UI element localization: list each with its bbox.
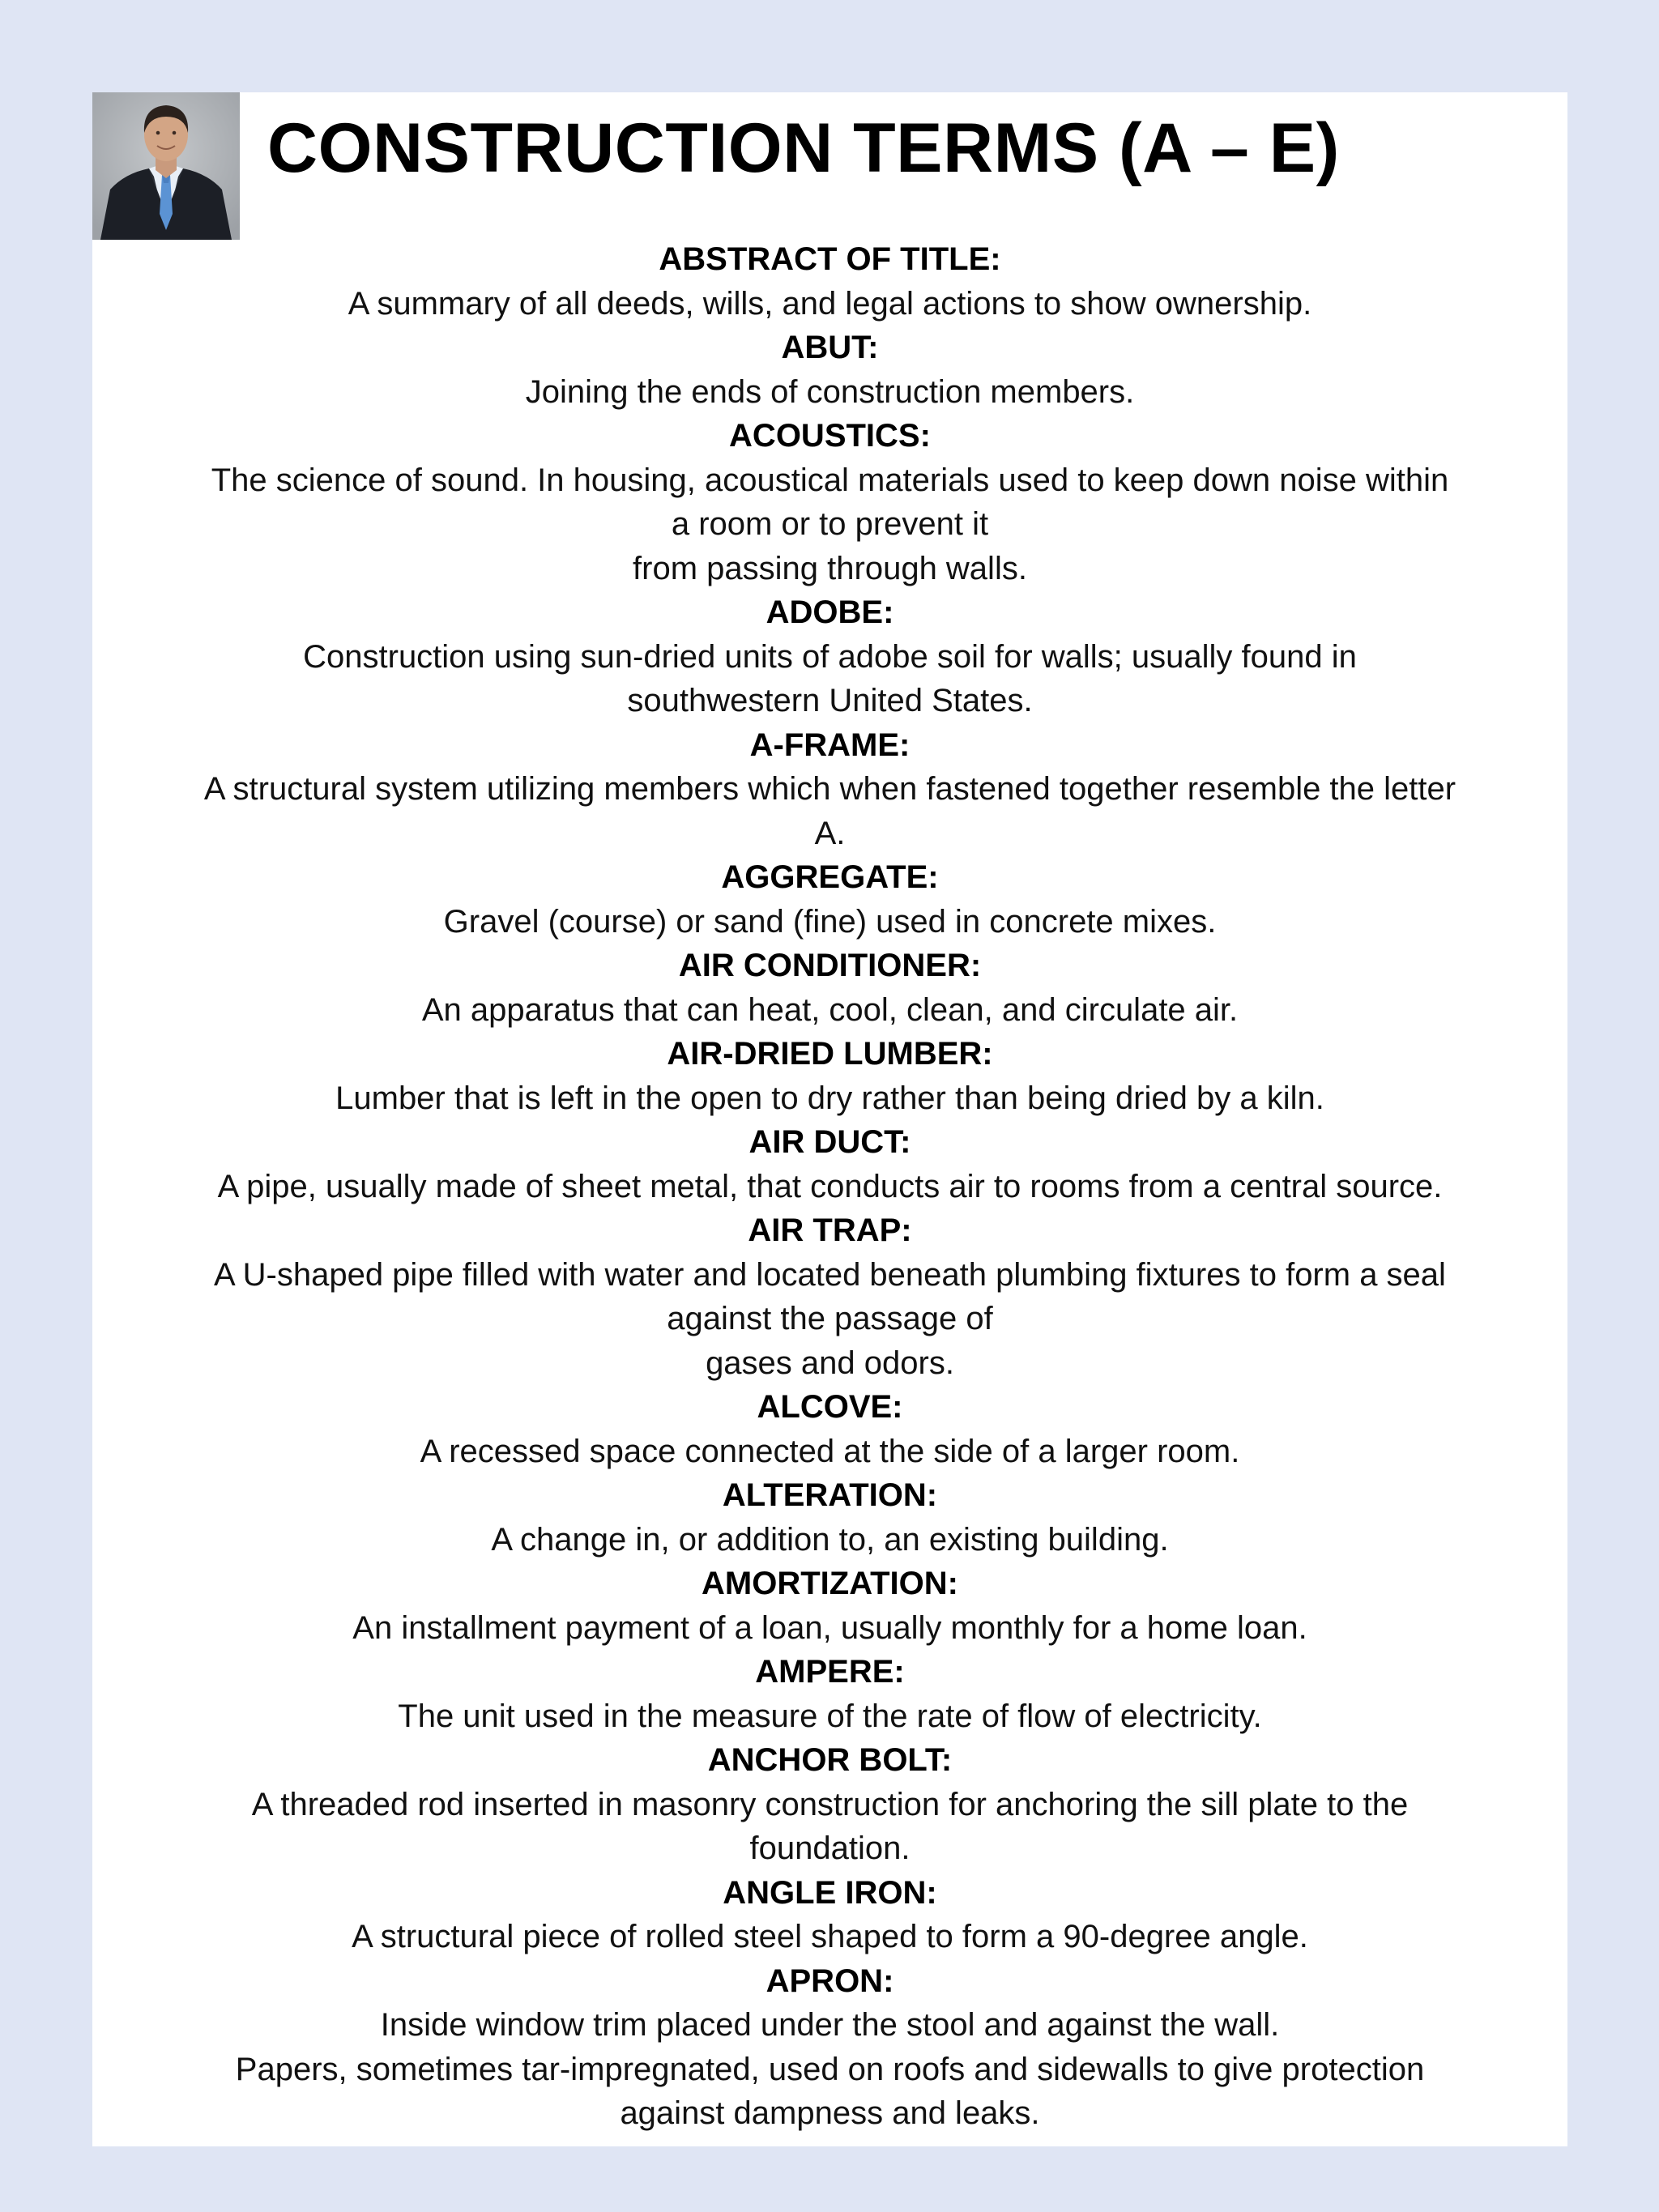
page-title: CONSTRUCTION TERMS (A – E) [267,109,1340,187]
term-heading: AIR-DRIED LUMBER: [667,1036,993,1072]
definition-line: A threaded rod inserted in masonry construction for anchoring the sill plate to the [251,1786,1409,1822]
term-heading: A-FRAME: [749,727,911,763]
definition-line: against the passage of [667,1301,993,1336]
term-definition [107,1606,1553,1651]
term-heading: AIR DUCT: [748,1124,911,1160]
term-definition [107,1518,1553,1562]
term-definition [107,635,1553,723]
term-definition [107,1694,1553,1739]
term-heading: ADOBE: [766,595,894,630]
definition-line: Lumber that is left in the open to dry rather than being dried by a kiln. [335,1080,1324,1116]
term-heading: ALCOVE: [757,1389,903,1425]
definition-line: Gravel (course) or sand (fine) used in concrete mixes. [443,903,1217,940]
definition-line: gases and odors. [706,1345,954,1381]
term-heading: ANCHOR BOLT: [707,1742,953,1778]
term-heading: ABSTRACT OF TITLE: [659,241,1001,277]
definition-line: a room or to prevent it [671,506,989,542]
definition-line: from passing through walls. [633,550,1027,586]
term-definition [107,370,1553,415]
definition-line: A recessed space connected at the side of a larger room. [420,1433,1240,1469]
definition-line: A change in, or addition to, an existing building. [491,1521,1169,1558]
term-definition [107,767,1553,855]
term-heading: ACOUSTICS: [729,418,931,454]
term-definition [107,2003,1553,2136]
definition-line: An installment payment of a loan, usually monthly for a home loan. [352,1609,1307,1646]
definition-line: southwestern United States. [627,683,1033,718]
term-heading: AMORTIZATION: [702,1566,958,1601]
term-definition [107,1165,1553,1209]
term-heading: ABUT: [781,330,879,365]
term-definition [107,988,1553,1033]
definition-line: The unit used in the measure of the rate of flow of electricity. [398,1698,1262,1734]
glossary-list [92,237,1567,2136]
term-definition [107,1915,1553,1959]
document-page [92,92,1567,2146]
portrait-photo [92,92,240,240]
definition-line: Construction using sun-dried units of adobe soil for walls; usually found in [303,638,1357,675]
definition-line: against dampness and leaks. [620,2095,1040,2131]
definition-line: A. [814,815,846,851]
term-heading: AIR CONDITIONER: [678,948,982,983]
definition-line: Joining the ends of construction members. [525,373,1135,410]
term-definition [107,1783,1553,1871]
term-heading: ALTERATION: [722,1477,938,1513]
definition-line: An apparatus that can heat, cool, clean, and circulate air. [421,991,1239,1028]
term-definition [107,1253,1553,1386]
definition-line: A structural piece of rolled steel shaped to form a 90-degree angle. [352,1919,1308,1954]
definition-line: A summary of all deeds, wills, and legal actions to show ownership. [348,285,1312,322]
definition-line: A structural system utilizing members which when fastened together resemble the letter [203,771,1456,807]
term-heading: AIR TRAP: [748,1213,912,1248]
term-definition [107,458,1553,591]
definition-line: The science of sound. In housing, acoustical materials used to keep down noise within [211,462,1449,498]
definition-line: A pipe, usually made of sheet metal, that conducts air to rooms from a central source. [217,1168,1443,1204]
term-heading: AMPERE: [755,1654,905,1690]
term-definition [107,1076,1553,1121]
definition-line: Inside window trim placed under the stool and against the wall. [380,2007,1280,2043]
term-definition [107,282,1553,326]
term-heading: APRON: [766,1963,894,1999]
term-heading: AGGREGATE: [721,859,939,895]
term-definition [107,900,1553,944]
definition-line: Papers, sometimes tar-impregnated, used on roofs and sidewalls to give protection [235,2051,1425,2087]
definition-line: foundation. [749,1831,911,1866]
term-definition [107,1430,1553,1474]
term-heading: ANGLE IRON: [723,1874,937,1911]
definition-line: A U-shaped pipe filled with water and located beneath plumbing fixtures to form a seal [214,1256,1446,1293]
person-image [92,92,240,240]
